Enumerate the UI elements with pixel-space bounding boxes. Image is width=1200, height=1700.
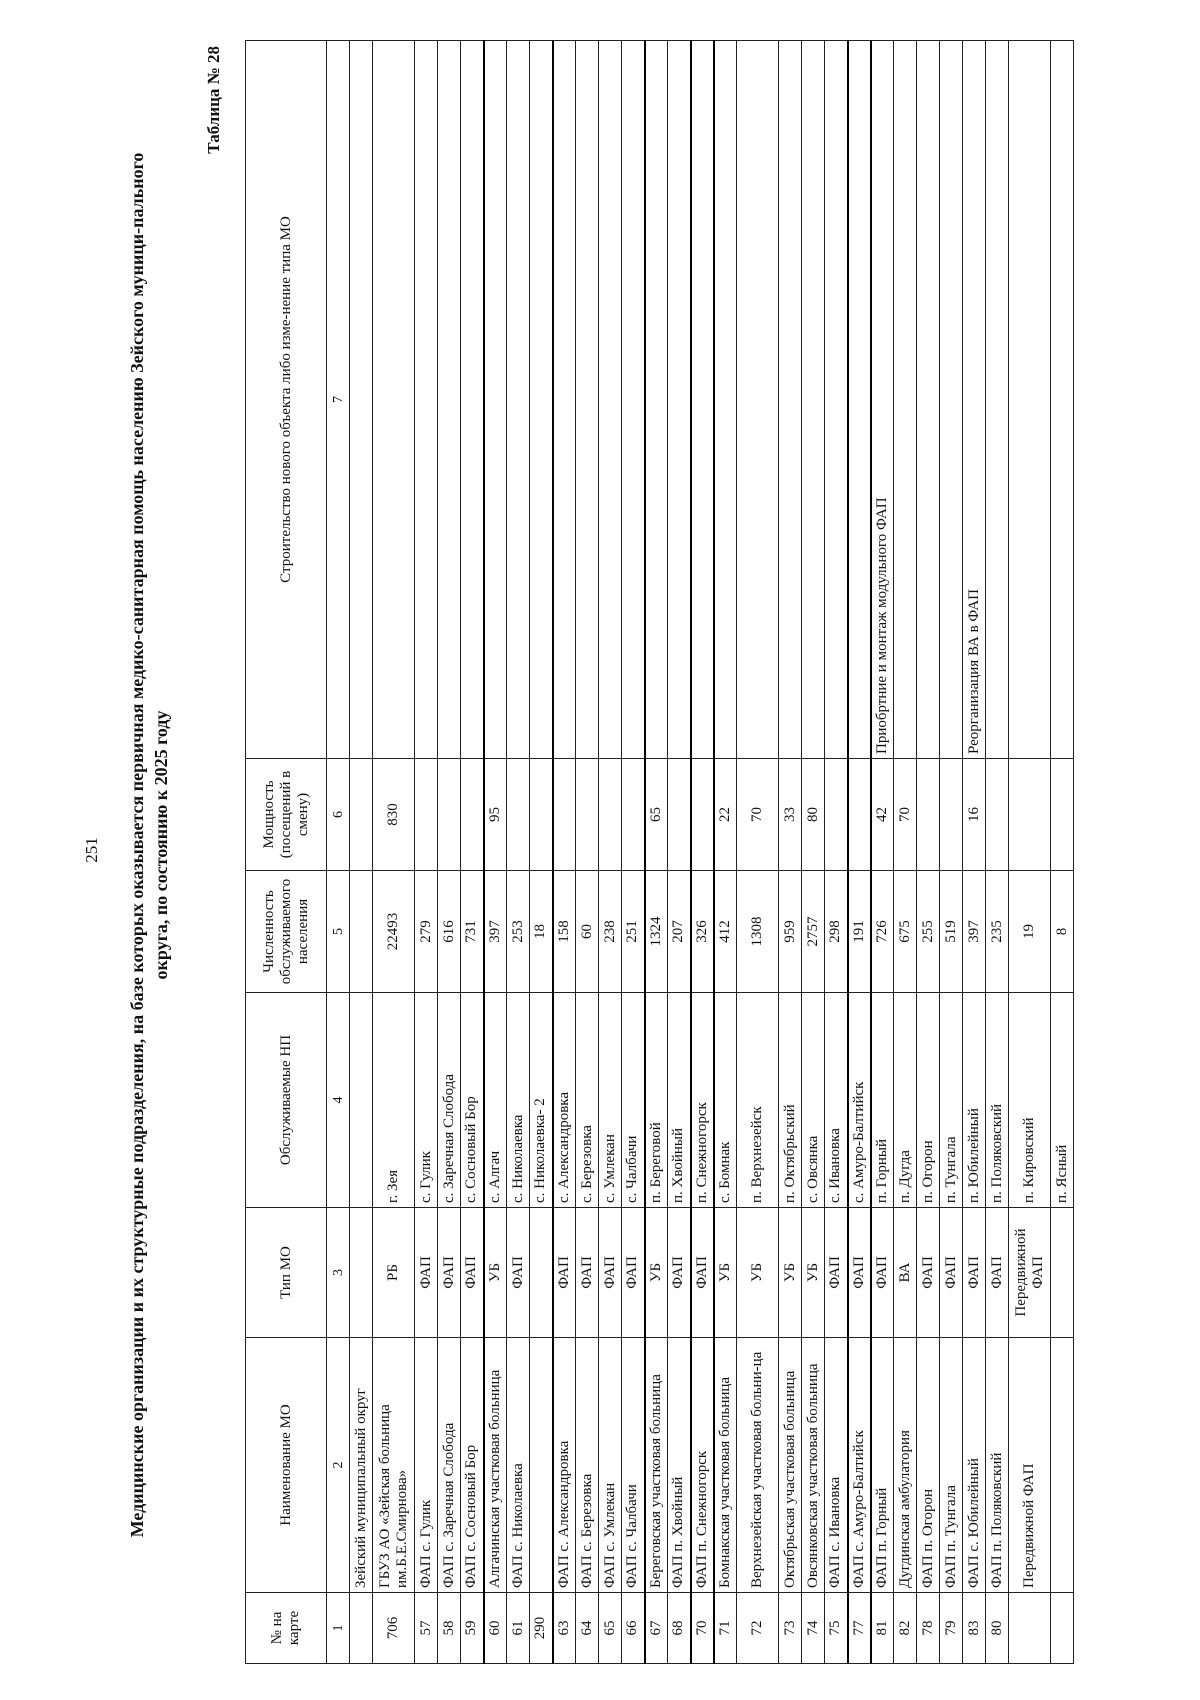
org-name-cell: ФАП с. Юбилейный	[963, 1338, 986, 1593]
col-header: Наименование МО	[246, 1338, 327, 1593]
settlement-cell: с. Амуро-Балтийск	[848, 993, 871, 1208]
capacity-cell	[438, 759, 461, 871]
capacity-cell	[691, 759, 714, 871]
org-type-cell: УБ	[802, 1208, 825, 1338]
col-number: 2	[327, 1338, 350, 1593]
settlement-cell: с. Ивановка	[825, 993, 848, 1208]
plan-note-cell	[484, 41, 507, 759]
population-cell: 191	[848, 871, 871, 993]
map-number-cell: 706	[373, 1593, 415, 1664]
org-type-cell: Передвижной ФАП	[1009, 1208, 1051, 1338]
table-row	[802, 41, 825, 1664]
org-name-cell: Верхнезейская участковая больни-ца	[737, 1338, 779, 1593]
settlement-cell: с. Умлекан	[599, 993, 622, 1208]
org-name-cell: ФАП с. Александровка	[553, 1338, 576, 1593]
capacity-cell	[415, 759, 438, 871]
population-cell: 731	[461, 871, 484, 993]
table-row	[986, 41, 1009, 1664]
capacity-cell	[350, 759, 373, 871]
plan-note-cell	[461, 41, 484, 759]
population-cell: 397	[963, 871, 986, 993]
org-type-cell: ФАП	[438, 1208, 461, 1338]
col-header: Тип МО	[246, 1208, 327, 1338]
col-number: 5	[327, 871, 350, 993]
org-type-cell: ФАП	[848, 1208, 871, 1338]
org-type-cell: УБ	[714, 1208, 737, 1338]
plan-note-cell	[825, 41, 848, 759]
org-type-cell: УБ	[645, 1208, 668, 1338]
population-cell: 1324	[645, 871, 668, 993]
map-number-cell	[1051, 1593, 1074, 1664]
map-number-cell: 73	[779, 1593, 802, 1664]
table-row	[622, 41, 645, 1664]
org-type-cell: ФАП	[691, 1208, 714, 1338]
map-number-cell: 81	[871, 1593, 894, 1664]
table-row	[871, 41, 894, 1664]
org-type-cell: ФАП	[986, 1208, 1009, 1338]
capacity-cell	[917, 759, 940, 871]
settlement-cell: с. Николаевка- 2	[530, 993, 553, 1208]
population-cell: 207	[668, 871, 691, 993]
org-type-cell	[1051, 1208, 1074, 1338]
column-number-row	[327, 41, 350, 1664]
region-row	[350, 41, 373, 1664]
plan-note-cell	[802, 41, 825, 759]
settlement-cell: п. Береговой	[645, 993, 668, 1208]
map-number-cell: 68	[668, 1593, 691, 1664]
capacity-cell	[507, 759, 530, 871]
org-name-cell: Овсянковская участковая больница	[802, 1338, 825, 1593]
plan-note-cell	[599, 41, 622, 759]
settlement-cell: г. Зея	[373, 993, 415, 1208]
population-cell: 326	[691, 871, 714, 993]
table-row	[940, 41, 963, 1664]
plan-note-cell	[415, 41, 438, 759]
table-row	[668, 41, 691, 1664]
header-row	[246, 41, 327, 1664]
settlement-cell: п. Кировский	[1009, 993, 1051, 1208]
org-name-cell: ГБУЗ АО «Зейская больница им.Б.Е.Смирнова»	[373, 1338, 415, 1593]
capacity-cell: 16	[963, 759, 986, 871]
col-header: Мощность (посещений в смену)	[246, 759, 327, 871]
map-number-cell: 72	[737, 1593, 779, 1664]
org-type-cell: ФАП	[461, 1208, 484, 1338]
population-cell: 18	[530, 871, 553, 993]
population-cell: 238	[599, 871, 622, 993]
map-number-cell: 64	[576, 1593, 599, 1664]
settlement-cell: с. Алгач	[484, 993, 507, 1208]
org-name-cell: ФАП п. Горный	[871, 1338, 894, 1593]
capacity-cell: 70	[737, 759, 779, 871]
capacity-cell	[1051, 759, 1074, 871]
population-cell: 959	[779, 871, 802, 993]
table-row	[507, 41, 530, 1664]
settlement-cell: п. Тунгала	[940, 993, 963, 1208]
map-number-cell: 66	[622, 1593, 645, 1664]
map-number-cell: 57	[415, 1593, 438, 1664]
settlement-cell: с. Заречная Слобода	[438, 993, 461, 1208]
capacity-cell	[622, 759, 645, 871]
capacity-cell	[825, 759, 848, 871]
settlement-cell: п. Дугда	[894, 993, 917, 1208]
org-name-cell	[1051, 1338, 1074, 1593]
table-row	[848, 41, 871, 1664]
table-row	[438, 41, 461, 1664]
org-name-cell: Береговская участковая больница	[645, 1338, 668, 1593]
population-cell: 158	[553, 871, 576, 993]
org-type-cell: ФАП	[917, 1208, 940, 1338]
settlement-cell: п. Горный	[871, 993, 894, 1208]
plan-note-cell	[691, 41, 714, 759]
org-type-cell: ФАП	[668, 1208, 691, 1338]
table-row	[373, 41, 415, 1664]
population-cell: 519	[940, 871, 963, 993]
plan-note-cell	[737, 41, 779, 759]
population-cell: 279	[415, 871, 438, 993]
map-number-cell: 65	[599, 1593, 622, 1664]
table-row	[737, 41, 779, 1664]
population-cell: 60	[576, 871, 599, 993]
table-row	[779, 41, 802, 1664]
table-row	[894, 41, 917, 1664]
map-number-cell	[350, 1593, 373, 1664]
table-row	[714, 41, 737, 1664]
population-cell: 253	[507, 871, 530, 993]
population-cell: 255	[917, 871, 940, 993]
settlement-cell: с. Овсянка	[802, 993, 825, 1208]
table-row	[963, 41, 986, 1664]
settlement-cell: п. Юбилейный	[963, 993, 986, 1208]
plan-note-cell: Реорганизация ВА в ФАП	[963, 41, 986, 759]
settlement-cell: с. Гулик	[415, 993, 438, 1208]
col-number: 6	[327, 759, 350, 871]
capacity-cell: 22	[714, 759, 737, 871]
plan-note-cell	[986, 41, 1009, 759]
org-type-cell: ФАП	[507, 1208, 530, 1338]
org-type-cell: ФАП	[963, 1208, 986, 1338]
org-name-cell: ФАП с. Заречная Слобода	[438, 1338, 461, 1593]
population-cell: 22493	[373, 871, 415, 993]
capacity-cell	[553, 759, 576, 871]
org-name-cell: ФАП п. Огорон	[917, 1338, 940, 1593]
capacity-cell	[599, 759, 622, 871]
population-cell: 2757	[802, 871, 825, 993]
plan-note-cell	[1009, 41, 1051, 759]
settlement-cell	[350, 993, 373, 1208]
population-cell: 19	[1009, 871, 1051, 993]
col-number: 1	[327, 1593, 350, 1664]
population-cell: 235	[986, 871, 1009, 993]
table-label: Таблица № 28	[204, 46, 223, 154]
org-type-cell: УБ	[737, 1208, 779, 1338]
population-cell	[350, 871, 373, 993]
plan-note-cell	[576, 41, 599, 759]
population-cell: 1308	[737, 871, 779, 993]
capacity-cell	[986, 759, 1009, 871]
table-row	[484, 41, 507, 1664]
capacity-cell: 80	[802, 759, 825, 871]
map-number-cell: 78	[917, 1593, 940, 1664]
capacity-cell: 65	[645, 759, 668, 871]
capacity-cell: 70	[894, 759, 917, 871]
map-number-cell: 74	[802, 1593, 825, 1664]
plan-note-cell	[940, 41, 963, 759]
map-number-cell: 83	[963, 1593, 986, 1664]
org-name-cell: Октябрьская участковая больница	[779, 1338, 802, 1593]
org-type-cell	[350, 1208, 373, 1338]
settlement-cell: п. Октябрьский	[779, 993, 802, 1208]
capacity-cell	[940, 759, 963, 871]
plan-note-cell	[438, 41, 461, 759]
settlement-cell: п. Снежногорск	[691, 993, 714, 1208]
plan-note-cell: Приобртние и монтаж модульного ФАП	[871, 41, 894, 759]
org-type-cell: ФАП	[599, 1208, 622, 1338]
population-cell: 726	[871, 871, 894, 993]
org-name-cell: ФАП п. Поляковский	[986, 1338, 1009, 1593]
table-row	[599, 41, 622, 1664]
org-name-cell: ФАП с. Гулик	[415, 1338, 438, 1593]
map-number-cell: 75	[825, 1593, 848, 1664]
table-row	[1009, 41, 1051, 1664]
map-number-cell: 82	[894, 1593, 917, 1664]
settlement-cell: п. Ясный	[1051, 993, 1074, 1208]
org-name-cell: Дугдинская амбулатория	[894, 1338, 917, 1593]
org-name-cell: Передвижной ФАП	[1009, 1338, 1051, 1593]
map-number-cell: 77	[848, 1593, 871, 1664]
org-name-cell: ФАП п. Тунгала	[940, 1338, 963, 1593]
org-name-cell: ФАП с. Чалбачи	[622, 1338, 645, 1593]
settlement-cell: п. Хвойный	[668, 993, 691, 1208]
map-number-cell	[1009, 1593, 1051, 1664]
plan-note-cell	[848, 41, 871, 759]
table-row	[461, 41, 484, 1664]
table-row	[576, 41, 599, 1664]
col-header: Строительство нового объекта либо изме-нение типа МО	[246, 41, 327, 759]
map-number-cell: 60	[484, 1593, 507, 1664]
table-body	[350, 41, 1074, 1664]
capacity-cell: 95	[484, 759, 507, 871]
settlement-cell: п. Верхнезейск	[737, 993, 779, 1208]
org-type-cell	[530, 1208, 553, 1338]
capacity-cell	[530, 759, 553, 871]
table-row	[1051, 41, 1074, 1664]
plan-note-cell	[350, 41, 373, 759]
org-type-cell: УБ	[779, 1208, 802, 1338]
col-number: 4	[327, 993, 350, 1208]
map-number-cell: 67	[645, 1593, 668, 1664]
map-number-cell: 70	[691, 1593, 714, 1664]
map-number-cell: 71	[714, 1593, 737, 1664]
col-header: Обслуживаемые НП	[246, 993, 327, 1208]
document-title: Медицинские организации и их структурные подразделения, на базе которых оказывается первичная медико-санитарная помощь населению Зейского муници-пального округа, по состоянию к 2025 году	[127, 152, 171, 1538]
plan-note-cell	[622, 41, 645, 759]
org-name-cell: ФАП с. Умлекан	[599, 1338, 622, 1593]
capacity-cell	[1009, 759, 1051, 871]
org-name-cell: Зейский муниципальный округ	[350, 1338, 373, 1593]
org-type-cell: РБ	[373, 1208, 415, 1338]
map-number-cell: 59	[461, 1593, 484, 1664]
population-cell: 412	[714, 871, 737, 993]
population-cell: 251	[622, 871, 645, 993]
org-type-cell: ФАП	[415, 1208, 438, 1338]
population-cell: 298	[825, 871, 848, 993]
org-type-cell: ВА	[894, 1208, 917, 1338]
settlement-cell: п. Поляковский	[986, 993, 1009, 1208]
settlement-cell: с. Березовка	[576, 993, 599, 1208]
settlement-cell: п. Огорон	[917, 993, 940, 1208]
org-name-cell: ФАП с. Сосновый Бор	[461, 1338, 484, 1593]
map-number-cell: 290	[530, 1593, 553, 1664]
plan-note-cell	[894, 41, 917, 759]
capacity-cell	[848, 759, 871, 871]
org-name-cell: ФАП с. Ивановка	[825, 1338, 848, 1593]
org-name-cell: ФАП с. Амуро-Балтийск	[848, 1338, 871, 1593]
org-name-cell: ФАП п. Хвойный	[668, 1338, 691, 1593]
col-number: 3	[327, 1208, 350, 1338]
population-cell: 675	[894, 871, 917, 993]
map-number-cell: 80	[986, 1593, 1009, 1664]
org-type-cell: ФАП	[622, 1208, 645, 1338]
capacity-cell: 33	[779, 759, 802, 871]
table-row	[645, 41, 668, 1664]
plan-note-cell	[714, 41, 737, 759]
col-number: 7	[327, 41, 350, 759]
plan-note-cell	[917, 41, 940, 759]
plan-note-cell	[530, 41, 553, 759]
settlement-cell: с. Чалбачи	[622, 993, 645, 1208]
facilities-table	[245, 40, 1074, 1664]
table-row	[691, 41, 714, 1664]
capacity-cell: 830	[373, 759, 415, 871]
map-number-cell: 79	[940, 1593, 963, 1664]
capacity-cell	[576, 759, 599, 871]
plan-note-cell	[668, 41, 691, 759]
population-cell: 397	[484, 871, 507, 993]
population-cell: 8	[1051, 871, 1074, 993]
settlement-cell: с. Александровка	[553, 993, 576, 1208]
org-name-cell: Бомнакская участковая больница	[714, 1338, 737, 1593]
org-name-cell	[530, 1338, 553, 1593]
capacity-cell	[668, 759, 691, 871]
table-row	[415, 41, 438, 1664]
org-name-cell: ФАП п. Снежногорск	[691, 1338, 714, 1593]
capacity-cell: 42	[871, 759, 894, 871]
org-name-cell: ФАП с. Березовка	[576, 1338, 599, 1593]
org-name-cell: Алгачинская участковая больница	[484, 1338, 507, 1593]
org-type-cell: ФАП	[825, 1208, 848, 1338]
plan-note-cell	[645, 41, 668, 759]
org-type-cell: УБ	[484, 1208, 507, 1338]
map-number-cell: 61	[507, 1593, 530, 1664]
plan-note-cell	[1051, 41, 1074, 759]
settlement-cell: с. Сосновый Бор	[461, 993, 484, 1208]
table-row	[917, 41, 940, 1664]
plan-note-cell	[779, 41, 802, 759]
capacity-cell	[461, 759, 484, 871]
org-name-cell: ФАП с. Николаевка	[507, 1338, 530, 1593]
org-type-cell: ФАП	[940, 1208, 963, 1338]
settlement-cell: с. Бомнак	[714, 993, 737, 1208]
plan-note-cell	[373, 41, 415, 759]
org-type-cell: ФАП	[871, 1208, 894, 1338]
table-row	[825, 41, 848, 1664]
table-row	[530, 41, 553, 1664]
plan-note-cell	[553, 41, 576, 759]
plan-note-cell	[507, 41, 530, 759]
page-number: 251	[82, 837, 101, 863]
org-type-cell: ФАП	[576, 1208, 599, 1338]
col-header: Численность обслуживаемого населения	[246, 871, 327, 993]
map-number-cell: 58	[438, 1593, 461, 1664]
col-header: № на карте	[246, 1593, 327, 1664]
settlement-cell: с. Николаевка	[507, 993, 530, 1208]
table-row	[553, 41, 576, 1664]
org-type-cell: ФАП	[553, 1208, 576, 1338]
map-number-cell: 63	[553, 1593, 576, 1664]
population-cell: 616	[438, 871, 461, 993]
